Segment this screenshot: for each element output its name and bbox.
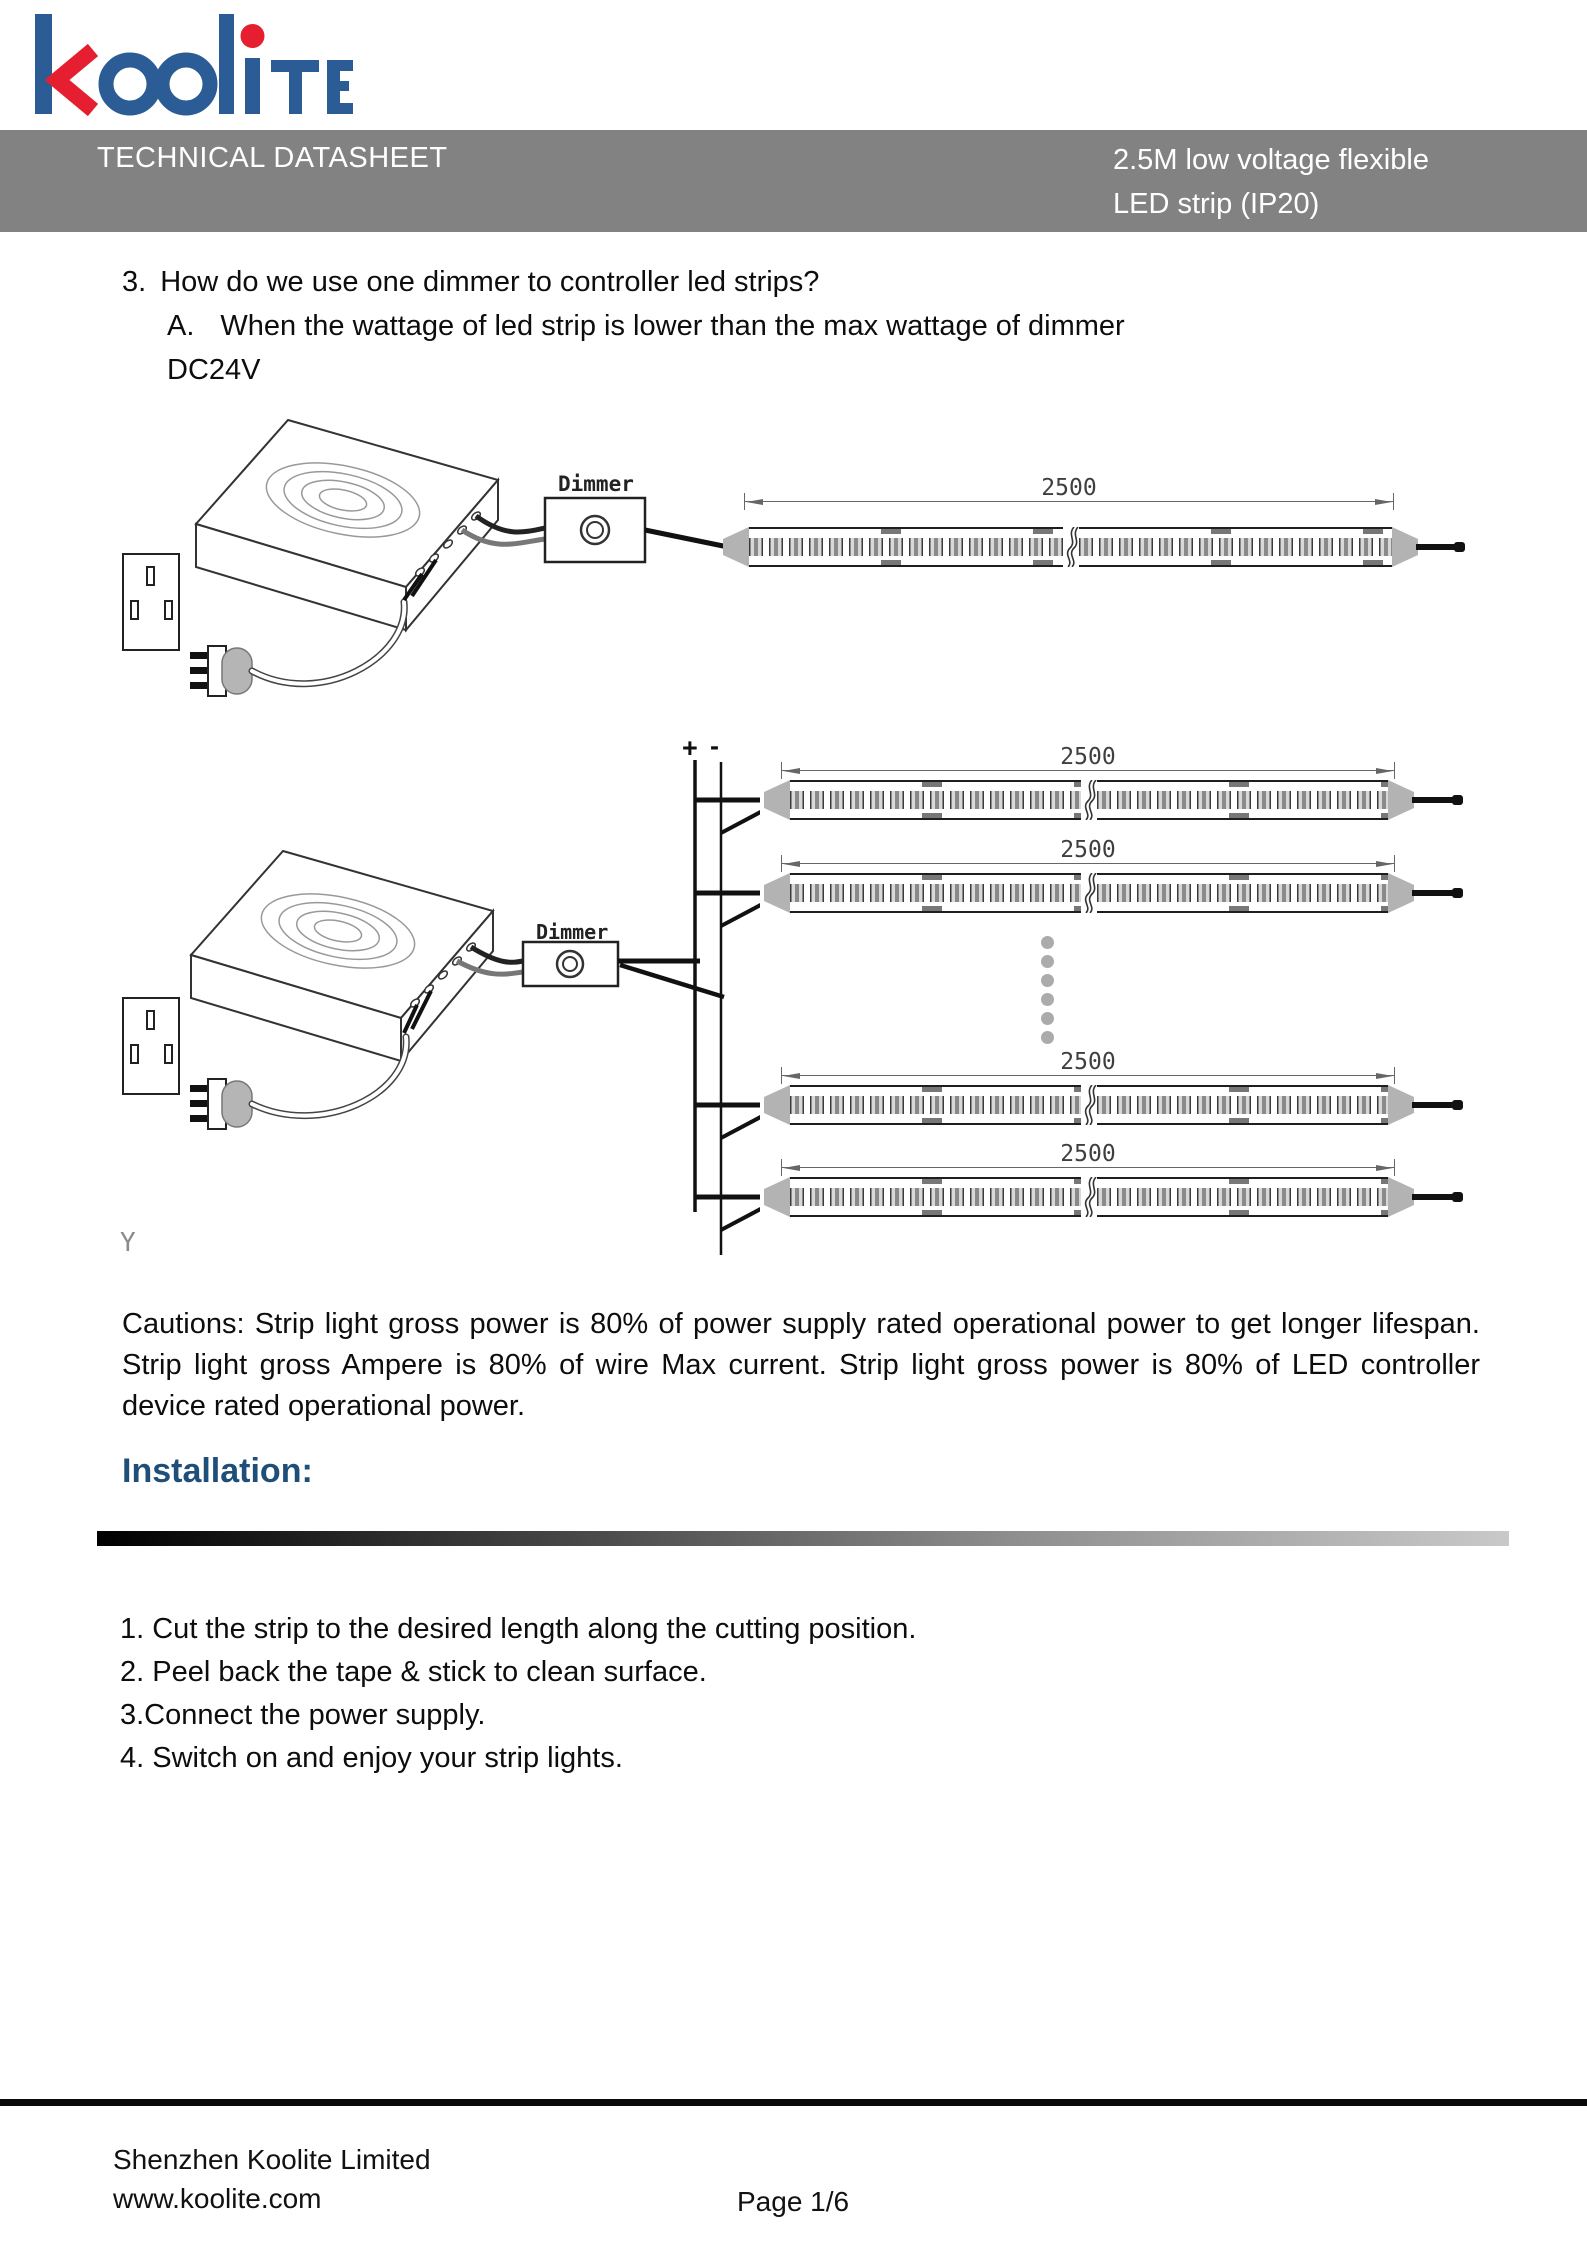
wall-socket-1 [123, 554, 179, 650]
strip-break-mark [1081, 1085, 1097, 1125]
arrow-left-icon [783, 1165, 800, 1171]
strip-body [790, 780, 1081, 820]
strip-end-cap [764, 873, 790, 913]
answer-text: When the wattage of led strip is lower than the max wattage of dimmer [220, 310, 1125, 342]
strip-break-mark [1081, 873, 1097, 913]
koolite-logo [33, 10, 353, 118]
dimension-2d [782, 1141, 1394, 1174]
section-divider-bar [97, 1531, 1509, 1546]
product-title [1113, 138, 1429, 226]
arrow-left-icon [783, 768, 800, 774]
dimmer-box-2 [523, 942, 618, 986]
footer-divider [0, 2099, 1587, 2106]
strip-body [1097, 873, 1388, 913]
arrow-right-icon [1375, 499, 1392, 505]
installation-step: 1. Cut the strip to the desired length along the cutting position. [120, 1613, 917, 1645]
dimmer-label-1: Dimmer [558, 472, 634, 496]
installation-steps [120, 1608, 916, 1780]
power-plug-2 [190, 1079, 252, 1129]
dimension-value: 2500 [1054, 1141, 1121, 1167]
strip-break-mark [1063, 527, 1079, 567]
strip-tail-wire [1412, 890, 1460, 896]
question-line [122, 266, 819, 299]
strip-end-cap [1388, 1085, 1414, 1125]
strip-end-cap [764, 1085, 790, 1125]
dimmer-box-1 [545, 498, 645, 562]
arrow-right-icon [1376, 1165, 1393, 1171]
strip-body [790, 873, 1081, 913]
strip-tail-wire [1412, 797, 1460, 803]
strip-body [1079, 527, 1393, 567]
arrow-left-icon [783, 861, 800, 867]
installation-step: 2. Peel back the tape & stick to clean surface. [120, 1656, 707, 1688]
strip-body [749, 527, 1063, 567]
strip-break-mark [1081, 1177, 1097, 1217]
output-wire-1 [645, 530, 728, 547]
dimension-value: 2500 [1035, 475, 1102, 501]
page-number: Page 1/6 [737, 2186, 850, 2217]
dimmer-label-2: Dimmer [536, 920, 609, 944]
dimension-line [782, 770, 1394, 771]
arrow-left-icon [746, 499, 763, 505]
logo-k [35, 14, 93, 114]
dimension-line [782, 1167, 1394, 1168]
led-strip-2a [764, 780, 1414, 820]
answer-line [167, 310, 1125, 343]
header-left-title: TECHNICAL DATASHEET [97, 142, 448, 174]
strip-body [790, 1085, 1081, 1125]
strip-body [790, 1177, 1081, 1217]
power-supply-2 [191, 851, 493, 1061]
product-title-line2: LED strip (IP20) [1113, 188, 1320, 220]
company-name: Shenzhen Koolite Limited [113, 2144, 431, 2175]
dimension-2b [782, 837, 1394, 870]
question-number: 3. [122, 266, 147, 298]
strip-end-cap [1388, 780, 1414, 820]
wall-socket-2 [123, 998, 179, 1094]
installation-step: 3.Connect the power supply. [120, 1699, 486, 1731]
installation-heading: Installation: [122, 1452, 313, 1490]
led-strip-1 [723, 527, 1418, 567]
dimension-line [745, 501, 1393, 502]
strip-body [1097, 1177, 1388, 1217]
dimension-2a [782, 744, 1394, 777]
arrow-left-icon [783, 1073, 800, 1079]
plus-terminal-label: + [682, 733, 698, 763]
voltage-label: DC24V [167, 354, 261, 386]
y-axis-marker: Y [120, 1228, 136, 1258]
minus-terminal-label: - [710, 731, 719, 761]
arrow-right-icon [1376, 1073, 1393, 1079]
product-title-line1: 2.5M low voltage flexible [1113, 144, 1429, 176]
dimension-value: 2500 [1054, 1049, 1121, 1075]
footer-info [113, 2140, 431, 2218]
strip-end-cap [1388, 873, 1414, 913]
strip-tail-wire [1416, 544, 1462, 550]
strip-body [1097, 1085, 1388, 1125]
strip-end-cap [764, 1177, 790, 1217]
dimension-line [782, 1075, 1394, 1076]
diagram2-wiring [0, 735, 760, 1275]
strip-end-cap [1388, 1177, 1414, 1217]
strip-tail-wire [1412, 1102, 1460, 1108]
more-strips-ellipsis [1041, 936, 1054, 1050]
strip-tail-wire [1412, 1194, 1460, 1200]
website: www.koolite.com [113, 2183, 322, 2214]
dimension-value: 2500 [1054, 837, 1121, 863]
strip-end-cap [764, 780, 790, 820]
dimmer-to-bus-wire-2 [620, 965, 724, 997]
strip-end-cap [723, 527, 749, 567]
cautions-paragraph: Cautions: Strip light gross power is 80% of power supply rated operational power to get longer lifespan. Strip light gross Ampere is 80% of wire Max current. Strip light gross power is 80% of LED controller device rated operational power. [122, 1308, 1480, 1422]
led-strip-2d [764, 1177, 1414, 1217]
dimension-1 [745, 475, 1393, 508]
branch-wires [695, 800, 760, 1230]
strip-end-cap [1392, 527, 1418, 567]
answer-label: A. [167, 310, 195, 342]
dimension-2c [782, 1049, 1394, 1082]
diagram1-wiring [0, 400, 760, 745]
led-strip-2b [764, 873, 1414, 913]
dimension-value: 2500 [1054, 744, 1121, 770]
power-plug-1 [190, 646, 252, 696]
power-supply-1 [196, 420, 498, 630]
arrow-right-icon [1376, 768, 1393, 774]
led-strip-2c [764, 1085, 1414, 1125]
header-bar [0, 130, 1587, 232]
strip-body [1097, 780, 1388, 820]
dimension-line [782, 863, 1394, 864]
installation-step: 4. Switch on and enjoy your strip lights. [120, 1742, 623, 1774]
arrow-right-icon [1376, 861, 1393, 867]
question-text: How do we use one dimmer to controller led strips? [160, 266, 820, 298]
strip-break-mark [1081, 780, 1097, 820]
